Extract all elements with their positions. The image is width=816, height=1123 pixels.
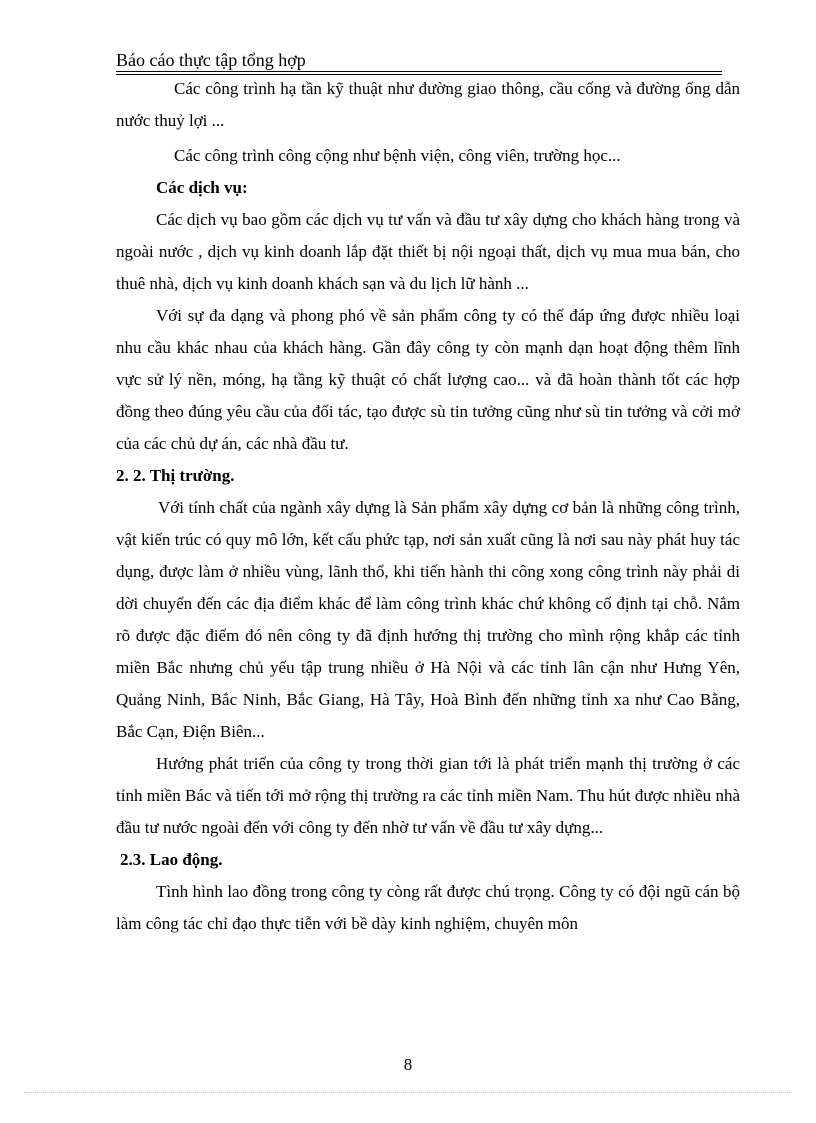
heading-market: 2. 2. Thị trường. — [116, 466, 235, 485]
page-number: 8 — [403, 1055, 413, 1074]
heading-labor: 2.3. Lao động. — [120, 850, 223, 869]
page-header — [116, 50, 722, 70]
paragraph-development: Hướng phát triển của công ty trong thời gian tới là phát triển mạnh thị trường ở các tỉnh miền Bác và tiến tới mở rộng thị trường ra các tỉnh miền Nam. Thu hút được nhiều nhà đầu tư nước ngoài đến với công ty đến nhờ tư vấn về đầu tư xây dựng... — [116, 754, 740, 837]
heading-services: Các dịch vụ: — [156, 178, 248, 197]
paragraph-market: Với tính chất của ngành xây dựng là Sản phẩm xây dựng cơ bản là những công trình, vật kiến trúc có quy mô lớn, kết cấu phức tạp, nơi sản xuất cũng là nơi sau này phát huy tác dụng, được làm ở nhiều vùng, lãnh thổ, khi tiến hành thi công xong công trình này phải di dời chuyển đến các địa điểm khác để làm công trình khác chứ không cố định tại chỗ. Nắm rõ được đặc điểm đó nên công ty đã định hướng thị trường cho mình rộng khắp các tỉnh miền Bắc nhưng chủ yếu tập trung nhiều ở Hà Nội và các tỉnh lân cận như Hưng Yên, Quảng Ninh, Bắc Ninh, Bắc Giang, Hà Tây, Hoà Bình đến những tỉnh xa như Cao Bằng, Bắc Cạn, Điện Biên... — [116, 498, 740, 741]
header-title: Báo cáo thực tập tổng hợp — [116, 50, 306, 70]
document-body — [116, 73, 740, 940]
paragraph-labor: Tình hình lao đồng trong công ty còng rất được chú trọng. Công ty có đội ngũ cán bộ làm công tác chỉ đạo thực tiễn với bề dày kinh nghiệm, chuyên môn — [116, 882, 740, 933]
paragraph-services: Các dịch vụ bao gồm các dịch vụ tư vấn và đầu tư xây dựng cho khách hàng trong và ngoài nước , dịch vụ kinh doanh lắp đặt thiết bị nội ngoại thất, dịch vụ mua mua bán, cho thuê nhà, dịch vụ kinh doanh khách sạn và du lịch lữ hành ... — [116, 210, 740, 293]
paragraph-diversity: Với sự đa dạng và phong phó về sản phẩm công ty có thể đáp ứng được nhiều loại nhu cầu khác nhau của khách hàng. Gần đây công ty còn mạnh dạn hoạt động thêm lĩnh vực sử lý nền, móng, hạ tầng kỹ thuật có chất lượng cao... và đã hoàn thành tốt các hợp đồng theo đúng yêu cầu của đối tác, tạo được sù tin tưởng cũng như sù tin tưởng và cởi mở của các chủ dự án, các nhà đầu tư. — [116, 306, 740, 453]
paragraph-public-works: Các công trình công cộng như bệnh viện, công viên, trường học... — [174, 146, 621, 165]
page-bottom-divider — [24, 1092, 792, 1093]
header-rule-top — [116, 71, 722, 72]
paragraph-infrastructure: Các công trình hạ tần kỹ thuật như đường giao thông, cầu cống và đường ống dẫn nước thuỷ lợi ... — [116, 79, 740, 130]
